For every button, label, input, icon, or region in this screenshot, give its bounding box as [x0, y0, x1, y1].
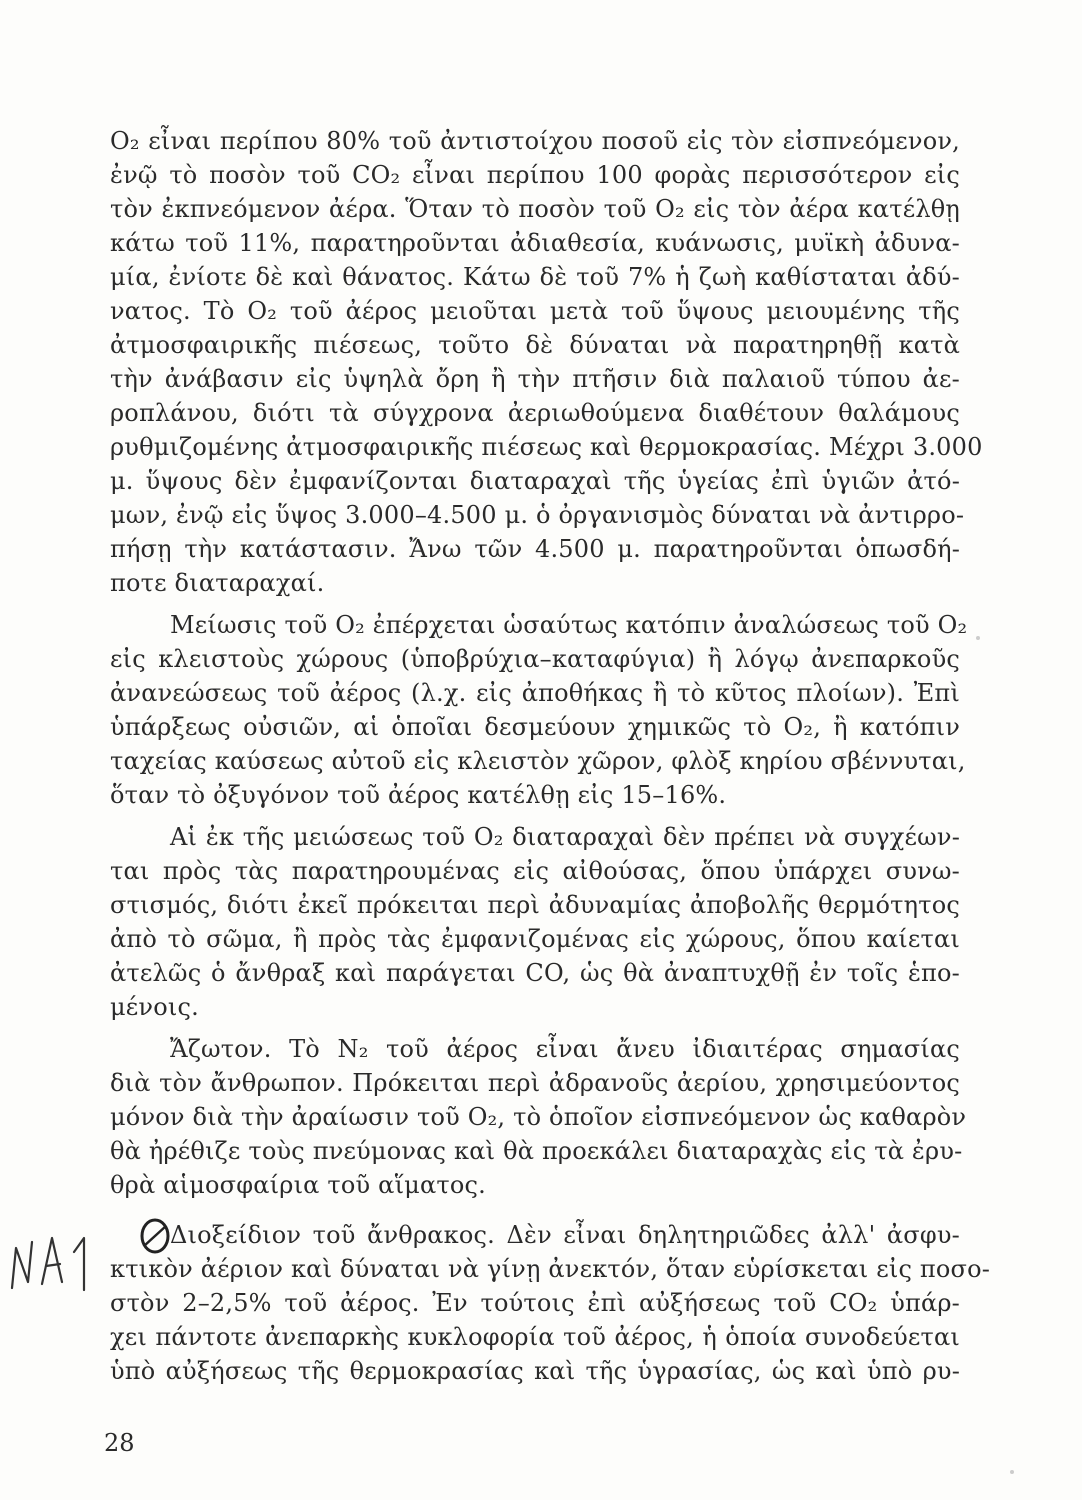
text-line: θρὰ αἱμοσφαίρια τοῦ αἵματος.	[110, 1171, 486, 1199]
text-line: Διοξείδιον τοῦ ἄνθρακος. Δὲν εἶναι δηλητηριῶδες ἀλλ' ἀσφυ-	[170, 1221, 960, 1249]
scan-speck	[1010, 1470, 1014, 1474]
text-line: ται πρὸς τὰς παρατηρουμένας εἰς αἰθούσας, ὅπου ὑπάρχει συνω-	[110, 857, 960, 885]
text-line: ροπλάνου, διότι τὰ σύγχρονα ἀεριωθούμενα διαθέτουν θαλάμους	[110, 399, 960, 427]
text-line: μένοις.	[110, 993, 199, 1021]
text-line: μων, ἐνῷ εἰς ὕψος 3.000–4.500 μ. ὁ ὀργανισμὸς δύναται νὰ ἀντιρρο-	[110, 501, 965, 529]
text-line: πήσῃ τὴν κατάστασιν. Ἄνω τῶν 4.500 μ. παρατηροῦνται ὁπωσδή-	[110, 535, 960, 563]
text-line: μ. ὕψους δὲν ἐμφανίζονται διαταραχαὶ τῆς ὑγείας ἐπὶ ὑγιῶν ἀτό-	[110, 467, 960, 495]
text-line: ἐνῷ τὸ ποσὸν τοῦ CO₂ εἶναι περίπου 100 φορὰς περισσότερον εἰς	[110, 161, 960, 189]
text-line: ἀνανεώσεως τοῦ ἀέρος (λ.χ. εἰς ἀποθήκας ἢ τὸ κῦτος πλοίων). Ἐπὶ	[110, 679, 960, 707]
text-line: κάτω τοῦ 11%, παρατηροῦνται ἀδιαθεσία, κυάνωσις, μυϊκὴ ἀδυνα-	[110, 229, 960, 257]
circled-letter-mark	[138, 1216, 172, 1256]
text-line: νατος. Τὸ O₂ τοῦ ἀέρος μειοῦται μετὰ τοῦ ὕψους μειουμένης τῆς	[110, 297, 960, 325]
text-line: ὅταν τὸ ὀξυγόνον τοῦ ἀέρος κατέλθῃ εἰς 15–16%.	[110, 781, 727, 809]
text-line: Μείωσις τοῦ O₂ ἐπέρχεται ὡσαύτως κατόπιν ἀναλώσεως τοῦ O₂	[170, 611, 968, 639]
text-line: θὰ ἠρέθιζε τοὺς πνεύμονας καὶ θὰ προεκάλει διαταραχὰς εἰς τὰ ἐρυ-	[110, 1137, 963, 1165]
text-line: ἀπὸ τὸ σῶμα, ἢ πρὸς τὰς ἐμφανιζομένας εἰς χώρους, ὅπου καίεται	[110, 925, 960, 953]
text-line: τὸν ἐκπνεόμενον ἀέρα. Ὅταν τὸ ποσὸν τοῦ O₂ εἰς τὸν ἀέρα κατέλθῃ	[110, 195, 960, 223]
text-line: O₂ εἶναι περίπου 80% τοῦ ἀντιστοίχου ποσοῦ εἰς τὸν εἰσπνεόμενον,	[110, 127, 960, 155]
text-line: ταχείας καύσεως αὐτοῦ εἰς κλειστὸν χῶρον, φλὸξ κηρίου σβέννυται,	[110, 747, 966, 775]
handwritten-margin-note	[4, 1218, 100, 1298]
text-line: ὑπὸ αὐξήσεως τῆς θερμοκρασίας καὶ τῆς ὑγρασίας, ὡς καὶ ὑπὸ ρυ-	[110, 1357, 960, 1385]
text-line: ἀτελῶς ὁ ἄνθραξ καὶ παράγεται CO, ὡς θὰ ἀναπτυχθῇ ἐν τοῖς ἑπο-	[110, 959, 960, 987]
text-line: διὰ τὸν ἄνθρωπον. Πρόκειται περὶ ἀδρανοῦς ἀερίου, χρησιμεύοντος	[110, 1069, 960, 1097]
text-line: ὑπάρξεως οὐσιῶν, αἱ ὁποῖαι δεσμεύουν χημικῶς τὸ O₂, ἢ κατόπιν	[110, 713, 960, 741]
text-line: χει πάντοτε ἀνεπαρκὴς κυκλοφορία τοῦ ἀέρος, ἡ ὁποία συνοδεύεται	[110, 1323, 960, 1351]
text-line: στὸν 2–2,5% τοῦ ἀέρος. Ἐν τούτοις ἐπὶ αὐξήσεως τοῦ CO₂ ὑπάρ-	[110, 1289, 960, 1317]
text-line: Ἄζωτον. Τὸ N₂ τοῦ ἀέρος εἶναι ἄνευ ἰδιαιτέρας σημασίας	[170, 1035, 960, 1063]
text-line: Αἱ ἐκ τῆς μειώσεως τοῦ O₂ διαταραχαὶ δὲν πρέπει νὰ συγχέων-	[170, 823, 960, 851]
text-line: στισμός, διότι ἐκεῖ πρόκειται περὶ ἀδυναμίας ἀποβολῆς θερμότητος	[110, 891, 960, 919]
text-line: ρυθμιζομένης ἀτμοσφαιρικῆς πιέσεως καὶ θερμοκρασίας. Μέχρι 3.000	[110, 433, 983, 461]
text-line: κτικὸν ἀέριον καὶ δύναται νὰ γίνῃ ἀνεκτόν, ὅταν εὑρίσκεται εἰς ποσο-	[110, 1255, 991, 1283]
text-line: ποτε διαταραχαί.	[110, 569, 325, 597]
page-number: 28	[104, 1429, 135, 1457]
text-line: ἀτμοσφαιρικῆς πιέσεως, τοῦτο δὲ δύναται νὰ παρατηρηθῇ κατὰ	[110, 331, 960, 359]
text-line: μόνον διὰ τὴν ἀραίωσιν τοῦ O₂, τὸ ὁποῖον εἰσπνεόμενον ὡς καθαρὸν	[110, 1103, 967, 1131]
text-line: μία, ἐνίοτε δὲ καὶ θάνατος. Κάτω δὲ τοῦ 7% ἡ ζωὴ καθίσταται ἀδύ-	[110, 263, 960, 291]
text-line: εἰς κλειστοὺς χώρους (ὑποβρύχια–καταφύγια) ἢ λόγῳ ἀνεπαρκοῦς	[110, 645, 960, 673]
scan-speck	[976, 636, 980, 640]
text-line: τὴν ἀνάβασιν εἰς ὑψηλὰ ὄρη ἢ τὴν πτῆσιν διὰ παλαιοῦ τύπου ἀε-	[110, 365, 960, 393]
